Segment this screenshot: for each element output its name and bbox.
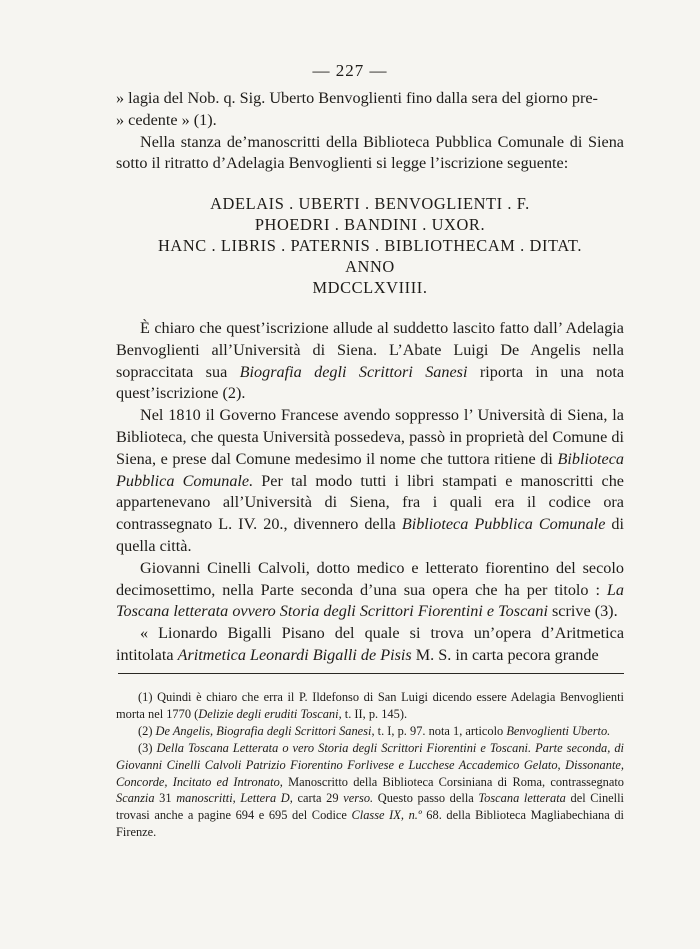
footnote-2: (2) De Angelis, Biografia degli Scrittori Sanesi, t. I, p. 97. nota 1, articolo Benvoglienti Uberto.: [138, 723, 611, 738]
footnote-3: (3) Della Toscana Letterata o vero Storia degli Scrittori Fiorentini e Toscani. Parte seconda, di Giovanni Cinelli Calvoli Patrizio Fiorentino Forlivese e Lucchese Accademico Gelato, Dissonante, Concorde, Incitato ed Intronato, Manoscritto della Biblioteca Corsiniana di Roma, contrassegnato Scanzia 31 manoscritti, Lettera D, carta 29 verso. Questo passo della Toscana letterata del Cinelli trovasi anche a pagine 694 e 695 del Codice Classe IX, n.º 68. della Biblioteca Magliabechiana di Firenze.: [116, 740, 625, 840]
footnote-rule: [118, 673, 624, 674]
inscription: [116, 193, 624, 298]
paragraph-manuscripts-room: Nella stanza de’manoscritti della Biblioteca Pubblica Comunale di Siena sotto il ritratto d’Adelagia Benvoglienti si legge l’iscrizione seguente:: [116, 132, 624, 173]
footnote-1: (1) Quindi è chiaro che erra il P. Ildefonso di San Luigi dicendo essere Adelagia Benvoglienti morta nel 1770 (Delizie degli eruditi Toscani, t. II, p. 145).: [116, 690, 624, 721]
inscription-line: MDCCLXVIIII.: [312, 278, 428, 297]
inscription-line: PHOEDRI . BANDINI . UXOR.: [254, 215, 486, 234]
main-text-block: [116, 318, 624, 667]
quote-line: » cedente » (1).: [116, 110, 217, 129]
inscription-line: ANNO: [345, 257, 395, 276]
paragraph-bigalli-quote: « Lionardo Bigalli Pisano del quale si trova un’opera d’Aritmetica intitolata Aritmetica Leonardi Bigalli de Pisis M. S. in carta pecora grande: [116, 624, 624, 664]
page-number: — 227 —: [312, 61, 388, 80]
paragraph-1810: Nel 1810 il Governo Francese avendo soppresso l’ Università di Siena, la Biblioteca, che questa Università possedeva, passò in proprietà del Comune di Siena, e prese dal Comune medesimo il nome che tuttora ritiene di Biblioteca Pubblica Comunale. Per tal modo tutti i libri stampati e manoscritti che appartenevano all’Università di Siena, fra i quali era il codice ora contrassegnato L. IV. 20., divennero della Biblioteca Pubblica Comunale di quella città.: [116, 406, 625, 555]
paragraph-inscription-note: È chiaro che quest’iscrizione allude al suddetto lascito fatto dall’ Adelagia Benvoglienti all’Università di Siena. L’Abate Luigi De Angelis nella sopraccitata sua Biografia degli Scrittori Sanesi riporta in una nota quest’iscrizione (2).: [116, 319, 624, 403]
inscription-line: HANC . LIBRIS . PATERNIS . BIBLIOTHECAM . DITAT.: [157, 236, 583, 255]
top-text-block: [116, 88, 624, 175]
paragraph-cinelli: Giovanni Cinelli Calvoli, dotto medico e letterato fiorentino del secolo decimosettimo, nella Parte seconda d’una sua opera che ha per titolo : La Toscana letterata ovvero Storia degli Scrittori Fiorentini e Toscani scrive (3).: [116, 558, 624, 621]
inscription-line: ADELAIS . UBERTI . BENVOGLIENTI . F.: [210, 194, 530, 213]
quote-line: » lagia del Nob. q. Sig. Uberto Benvoglienti fino dalla sera del giorno pre-: [116, 89, 598, 107]
footnotes: [116, 689, 624, 841]
